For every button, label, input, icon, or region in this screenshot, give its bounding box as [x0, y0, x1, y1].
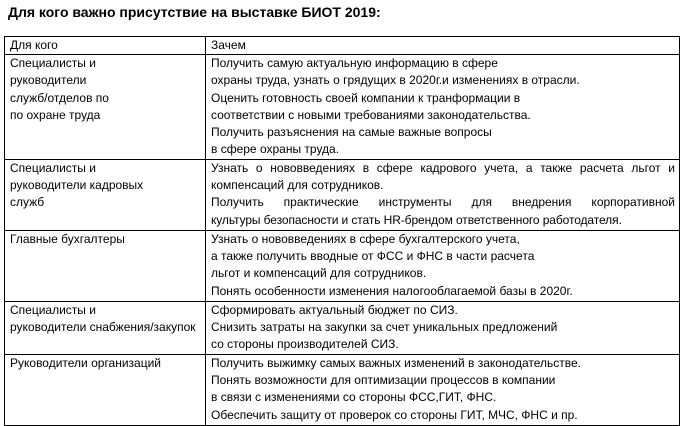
table-row [5, 159, 680, 230]
page-title: Для кого важно присутствие на выставке БИОТ 2019: [8, 4, 381, 20]
why-line: охраны труда, узнать о грядущих в 2020г.и изменениях в отрасли. [211, 73, 580, 88]
audience-table [4, 36, 680, 426]
table-row [5, 230, 680, 301]
who-text: Главные бухгалтеры [10, 231, 125, 246]
table-row [5, 301, 680, 354]
why-line: Оценить готовность своей компании к транформации в [211, 90, 521, 105]
why-cell [206, 230, 680, 301]
why-line: Получить выжимку самых важных изменений в законодательстве. [211, 355, 582, 370]
why-cell [206, 301, 680, 354]
why-line: со стороны производителей СИЗ. [211, 337, 399, 352]
why-line: а также получить вводные от ФСС и ФНС в части расчета [211, 249, 535, 264]
column-header-who: Для кого [5, 37, 206, 55]
why-line: Понять возможности для оптимизации процессов в компании [211, 373, 556, 388]
why-line: льгот и компенсаций для сотрудников. [211, 266, 427, 281]
why-line: Получить разъяснения на самые важные вопросы [211, 125, 492, 140]
why-line: Получить самую актуальную информацию в сфере [211, 56, 498, 70]
who-cell [5, 301, 206, 354]
who-cell [5, 55, 206, 160]
why-line: компенсаций для сотрудников. [211, 178, 384, 193]
why-line: Узнать о нововведениях в сфере бухгалтерского учета, [211, 231, 520, 246]
who-cell [5, 354, 206, 425]
column-header-why: Зачем [206, 37, 680, 55]
why-line: Обеспечить защиту от проверок со стороны ГИТ, МЧС, ФНС и пр. [211, 407, 578, 422]
who-text: Специалисты и руководители служб/отделов по по охране труда [10, 56, 109, 122]
who-cell [5, 159, 206, 230]
why-line: в сфере охраны труда. [211, 142, 340, 157]
why-line: культуры безопасности и стать HR-брендом ответственного работодателя. [211, 212, 622, 227]
who-text: Специалисты и руководители кадровых служб [10, 160, 144, 210]
why-line: Понять особенности изменения налогооблагаемой базы в 2020г. [211, 283, 573, 298]
table-row [5, 354, 680, 425]
why-line: Получить практические инструменты для внедрения корпоративной [211, 195, 675, 210]
why-cell [206, 159, 680, 230]
why-cell [206, 55, 680, 160]
why-line: Узнать о нововведениях в сфере кадрового учета, а также расчета льгот и [211, 160, 675, 175]
why-line: соответствии с новыми требованиями законодательства. [211, 107, 531, 122]
who-cell [5, 230, 206, 301]
why-line: в связи с изменениями со стороны ФСС,ГИТ, ФНС. [211, 390, 497, 405]
why-line: Сформировать актуальный бюджет по СИЗ. [211, 302, 458, 317]
why-cell [206, 354, 680, 425]
table-header-row [5, 37, 680, 55]
who-text: Руководители организаций [10, 355, 162, 370]
why-line: Снизить затраты на закупки за счет уникальных предложений [211, 320, 558, 335]
table-row [5, 55, 680, 160]
who-text: Специалисты и руководители снабжения/закупок [10, 302, 196, 335]
